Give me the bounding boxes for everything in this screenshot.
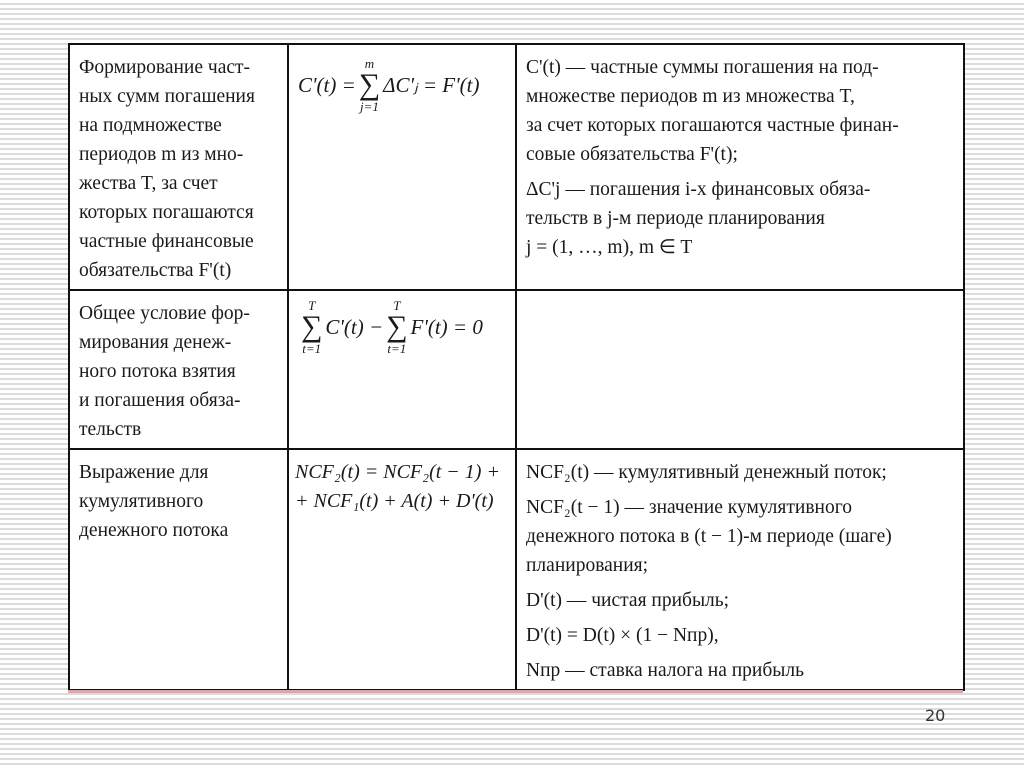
text-line: частные финансовые xyxy=(79,231,254,252)
description-line: денежного потока в (t − 1)-м периоде (шаге) xyxy=(526,526,892,547)
text-line: денежного потока xyxy=(79,520,229,541)
description-line: C'(t) — частные суммы погашения на под- xyxy=(526,57,879,78)
footer-divider xyxy=(68,690,963,693)
description-line: тельств в j-м периоде планирования xyxy=(526,208,825,229)
formula-cell xyxy=(288,449,516,690)
slide-table-container xyxy=(68,43,965,689)
description-line: j = (1, …, m), m ∈ T xyxy=(526,237,693,258)
text-line: на подмножестве xyxy=(79,115,222,136)
sum-symbol: m ∑ j=1 xyxy=(358,56,381,114)
description-line: множестве периодов m из множества T, xyxy=(526,86,855,107)
sum-symbol: T ∑ t=1 xyxy=(386,298,408,356)
formula-cell xyxy=(288,44,516,290)
description-line: NCF₂(t) — кумулятивный денежный поток; xyxy=(526,462,887,483)
description-line: NCF₂(t − 1) — значение кумулятивного xyxy=(526,497,852,518)
formula xyxy=(298,299,507,355)
description-line: совые обязательства F'(t); xyxy=(526,144,738,165)
sum-lower-limit: t=1 xyxy=(387,341,407,356)
text-line: тельств xyxy=(79,419,142,440)
sum-lower-limit: j=1 xyxy=(360,99,379,114)
description-line: D'(t) — чистая прибыль; xyxy=(526,590,730,611)
text-line: обязательства F'(t) xyxy=(79,260,232,281)
description-cell xyxy=(516,44,964,290)
text-line: кумулятивного xyxy=(79,491,204,512)
page-number: 20 xyxy=(925,706,946,725)
table-row xyxy=(69,449,964,690)
description-line: за счет которых погашаются частные финан- xyxy=(526,115,899,136)
sum-upper-limit: T xyxy=(308,298,316,313)
sum-upper-limit: m xyxy=(364,56,375,71)
text-line: жества T, за счет xyxy=(79,173,218,194)
table-row xyxy=(69,44,964,290)
description-line: D'(t) = D(t) × (1 − Nпр), xyxy=(526,625,719,646)
text-line: Общее условие фор- xyxy=(79,303,250,324)
table-row xyxy=(69,290,964,449)
description-line: ΔC'j — погашения i-х финансовых обяза- xyxy=(526,179,871,200)
label-cell xyxy=(69,290,288,449)
sum-upper-limit: T xyxy=(393,298,401,313)
formula-part: C'(t) = xyxy=(298,72,356,97)
text-line: и погашения обяза- xyxy=(79,390,241,411)
description-cell xyxy=(516,290,964,449)
sum-lower-limit: t=1 xyxy=(302,341,322,356)
label-cell xyxy=(69,44,288,290)
text-line: Формирование част- xyxy=(79,57,251,78)
formula-cell xyxy=(288,290,516,449)
text-line: мирования денеж- xyxy=(79,332,232,353)
formula-table xyxy=(68,43,965,691)
text-line: которых погашаются xyxy=(79,202,254,223)
formula xyxy=(298,57,507,113)
text-line: Выражение для xyxy=(79,462,209,483)
text-line: ного потока взятия xyxy=(79,361,236,382)
text-line: ных сумм погашения xyxy=(79,86,255,107)
formula-part: C'(t) − xyxy=(325,314,384,339)
formula-part: F'(t) = 0 xyxy=(410,314,483,339)
sum-symbol: T ∑ t=1 xyxy=(301,298,323,356)
description-line: Nпр — ставка налога на прибыль xyxy=(526,660,805,681)
formula-line: NCF₂(t) = NCF₂(t − 1) + xyxy=(295,461,500,483)
description-cell xyxy=(516,449,964,690)
formula-line: + NCF₁(t) + A(t) + D'(t) xyxy=(295,490,494,512)
text-line: периодов m из мно- xyxy=(79,144,244,165)
description-line: планирования; xyxy=(526,555,649,576)
label-cell xyxy=(69,449,288,690)
formula-part: ΔC'ⱼ = F'(t) xyxy=(383,72,480,97)
